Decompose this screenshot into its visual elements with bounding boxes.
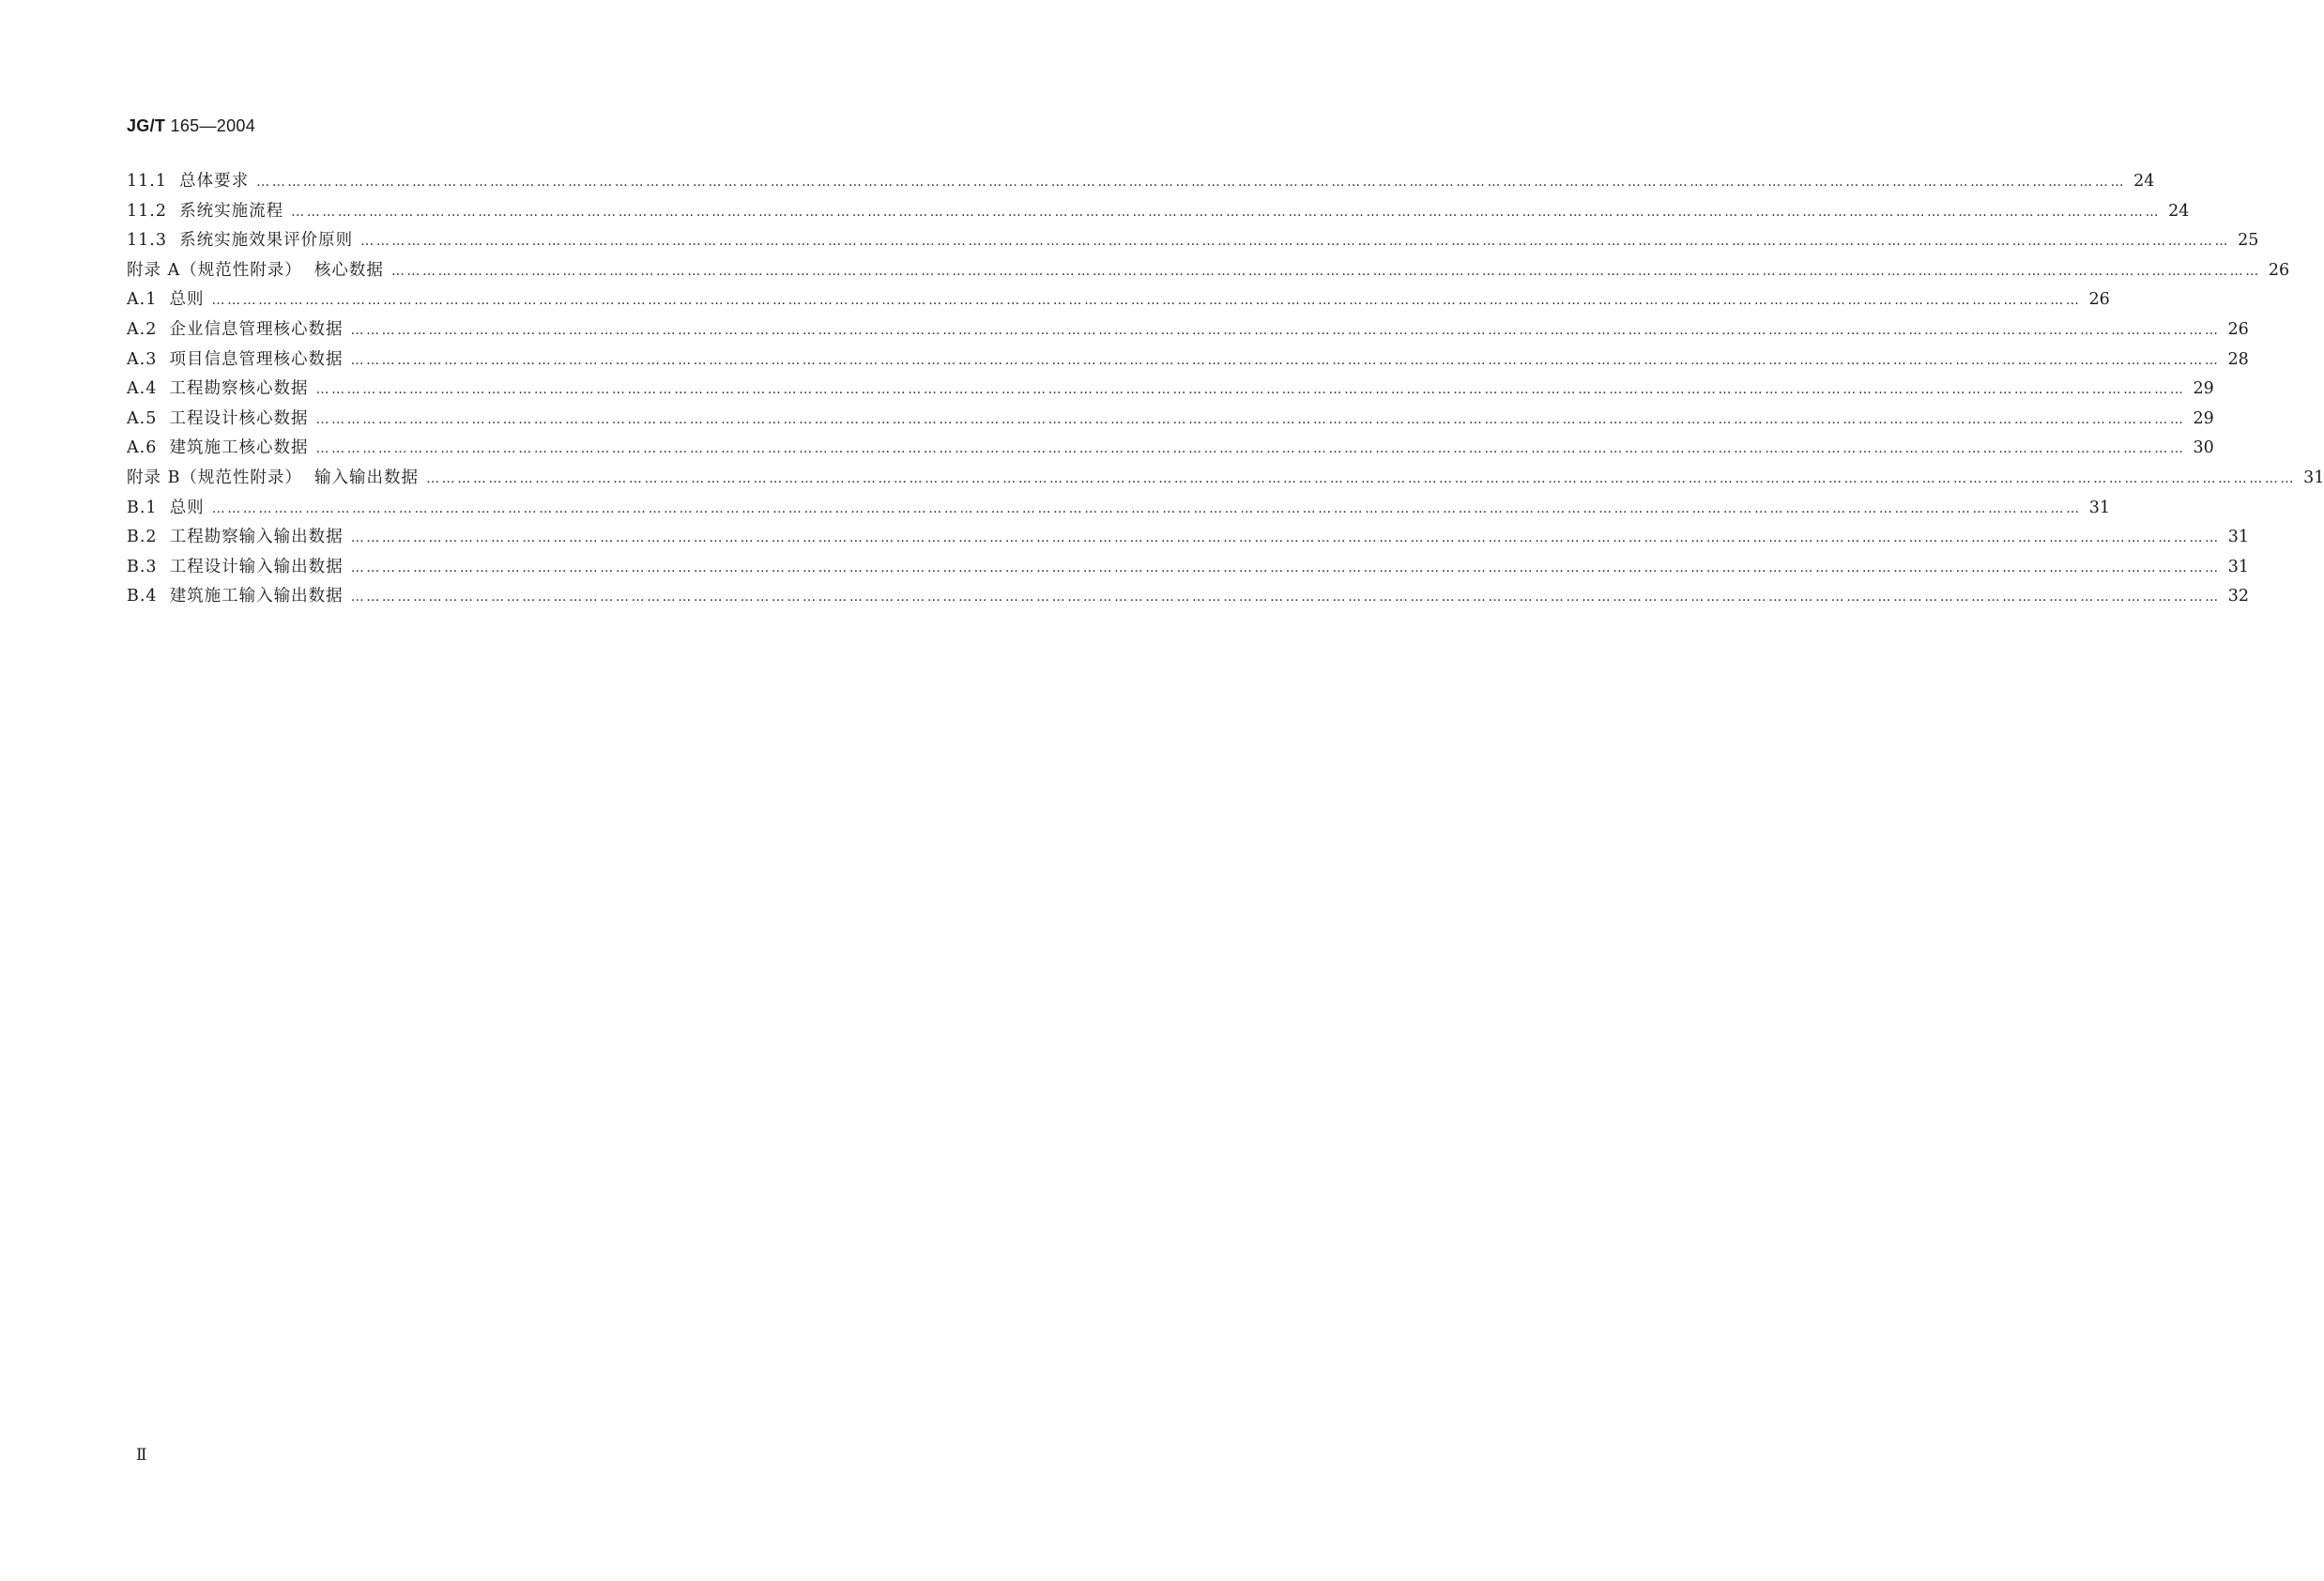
toc-entry[interactable] xyxy=(127,376,2214,406)
toc-entry-title: 建筑施工输入输出数据 xyxy=(169,587,344,606)
toc-entry-title: 工程设计输入输出数据 xyxy=(169,557,344,576)
toc-entry-number: A.2 xyxy=(127,319,170,339)
page-number: Ⅱ xyxy=(136,1446,147,1465)
toc-dot-leader: ……………………………………………………………………………………………………………………………………………………………………………………………………………………………………………………………………………………………………………………………… xyxy=(315,411,2186,427)
toc-entry-title: 工程勘察输入输出数据 xyxy=(169,528,344,547)
toc-entry-page: 31 xyxy=(2088,498,2110,517)
toc-entry-number: B.2 xyxy=(127,528,170,547)
toc-entry-title: 总则 xyxy=(169,498,205,517)
toc-entry-number: B.3 xyxy=(127,557,170,576)
toc-dot-leader: ……………………………………………………………………………………………………………………………………………………………………………………………………………………………………………………………………………………………………………………………… xyxy=(211,293,2082,309)
toc-entry-page: 31 xyxy=(2227,528,2249,547)
toc-entry[interactable] xyxy=(127,495,2110,525)
toc-dot-leader: ……………………………………………………………………………………………………………………………………………………………………………………………………………………………………………………………………………………………………………………………… xyxy=(315,382,2186,398)
toc-entry-title: 总则 xyxy=(169,290,205,310)
toc-dot-leader: ……………………………………………………………………………………………………………………………………………………………………………………………………………………………………………………………………………………………………………………………… xyxy=(426,470,2297,486)
toc-entry-number: 11.3 xyxy=(127,231,180,251)
toc-entry-page: 24 xyxy=(2168,201,2190,221)
toc-entry-page: 25 xyxy=(2238,231,2259,251)
toc-entry-title: 系统实施流程 xyxy=(179,201,284,221)
toc-dot-leader: ……………………………………………………………………………………………………………………………………………………………………………………………………………………………………………………………………………………………………………………………… xyxy=(315,441,2186,457)
toc-entry-number: A.5 xyxy=(127,408,170,428)
toc-dot-leader: ……………………………………………………………………………………………………………………………………………………………………………………………………………………………………………………………………………………………………………………………… xyxy=(350,322,2221,338)
toc-entry-page: 28 xyxy=(2227,349,2249,369)
toc-entry-page: 31 xyxy=(2303,468,2324,487)
toc-entry-title: 附录 B（规范性附录） 输入输出数据 xyxy=(127,468,420,487)
toc-entry-page: 29 xyxy=(2193,379,2214,399)
toc-entry-number: A.3 xyxy=(127,349,170,369)
toc-entry-number: B.1 xyxy=(127,498,170,517)
toc-appendix-entry[interactable] xyxy=(127,465,2324,495)
standard-code-number: 165—2004 xyxy=(170,116,256,135)
toc-entry-page: 26 xyxy=(2227,319,2249,339)
toc-entry[interactable] xyxy=(127,435,2214,465)
toc-entry-title: 系统实施效果评价原则 xyxy=(179,231,354,251)
toc-entry[interactable] xyxy=(127,554,2249,584)
toc-entry[interactable] xyxy=(127,168,2155,198)
toc-dot-leader: ……………………………………………………………………………………………………………………………………………………………………………………………………………………………………………………………………………………………………………………………… xyxy=(350,590,2221,606)
toc-dot-leader: ……………………………………………………………………………………………………………………………………………………………………………………………………………………………………………………………………………………………………………………………… xyxy=(291,204,2162,220)
toc-entry[interactable] xyxy=(127,346,2249,376)
toc-entry[interactable] xyxy=(127,583,2249,613)
toc-entry[interactable] xyxy=(127,406,2214,436)
toc-entry-title: 附录 A（规范性附录） 核心数据 xyxy=(127,260,384,280)
toc-entry-number: B.4 xyxy=(127,587,170,606)
toc-entry[interactable] xyxy=(127,286,2110,316)
toc-entry-page: 26 xyxy=(2088,290,2110,310)
toc-dot-leader: ……………………………………………………………………………………………………………………………………………………………………………………………………………………………………………………………………………………………………………………………… xyxy=(256,175,2127,190)
toc-entry-page: 30 xyxy=(2193,438,2214,458)
toc-entry-title: 总体要求 xyxy=(179,172,250,191)
toc-dot-leader: ……………………………………………………………………………………………………………………………………………………………………………………………………………………………………………………………………………………………………………………………… xyxy=(350,352,2221,368)
toc-entry[interactable] xyxy=(127,524,2249,554)
table-of-contents xyxy=(127,168,2324,613)
toc-entry-title: 项目信息管理核心数据 xyxy=(169,349,344,369)
standard-code-prefix: JG/T xyxy=(127,116,166,135)
toc-entry-title: 工程设计核心数据 xyxy=(169,408,309,428)
toc-dot-leader: ……………………………………………………………………………………………………………………………………………………………………………………………………………………………………………………………………………………………………………………………… xyxy=(211,500,2082,516)
toc-entry-number: A.4 xyxy=(127,379,170,399)
toc-entry-page: 29 xyxy=(2193,408,2214,428)
toc-entry[interactable] xyxy=(127,316,2249,346)
toc-dot-leader: ……………………………………………………………………………………………………………………………………………………………………………………………………………………………………………………………………………………………………………………………… xyxy=(350,560,2221,576)
toc-entry-title: 建筑施工核心数据 xyxy=(169,438,309,458)
toc-entry-title: 工程勘察核心数据 xyxy=(169,379,309,399)
toc-entry-title: 企业信息管理核心数据 xyxy=(169,319,344,339)
toc-entry-number: A.6 xyxy=(127,438,170,458)
toc-dot-leader: ……………………………………………………………………………………………………………………………………………………………………………………………………………………………………………………………………………………………………………………………… xyxy=(360,234,2231,250)
toc-entry-number: A.1 xyxy=(127,290,170,310)
toc-entry[interactable] xyxy=(127,198,2190,228)
toc-appendix-entry[interactable] xyxy=(127,257,2290,287)
toc-entry-page: 32 xyxy=(2227,587,2249,606)
toc-dot-leader: ……………………………………………………………………………………………………………………………………………………………………………………………………………………………………………………………………………………………………………………………… xyxy=(350,530,2221,546)
toc-entry-page: 24 xyxy=(2133,172,2155,191)
toc-dot-leader: ……………………………………………………………………………………………………………………………………………………………………………………………………………………………………………………………………………………………………………………………… xyxy=(390,263,2261,279)
toc-entry-number: 11.1 xyxy=(127,172,180,191)
toc-entry[interactable] xyxy=(127,227,2259,257)
toc-entry-page: 31 xyxy=(2227,557,2249,576)
toc-entry-number: 11.2 xyxy=(127,201,180,221)
toc-entry-page: 26 xyxy=(2268,260,2290,280)
standard-code-header xyxy=(127,116,255,136)
